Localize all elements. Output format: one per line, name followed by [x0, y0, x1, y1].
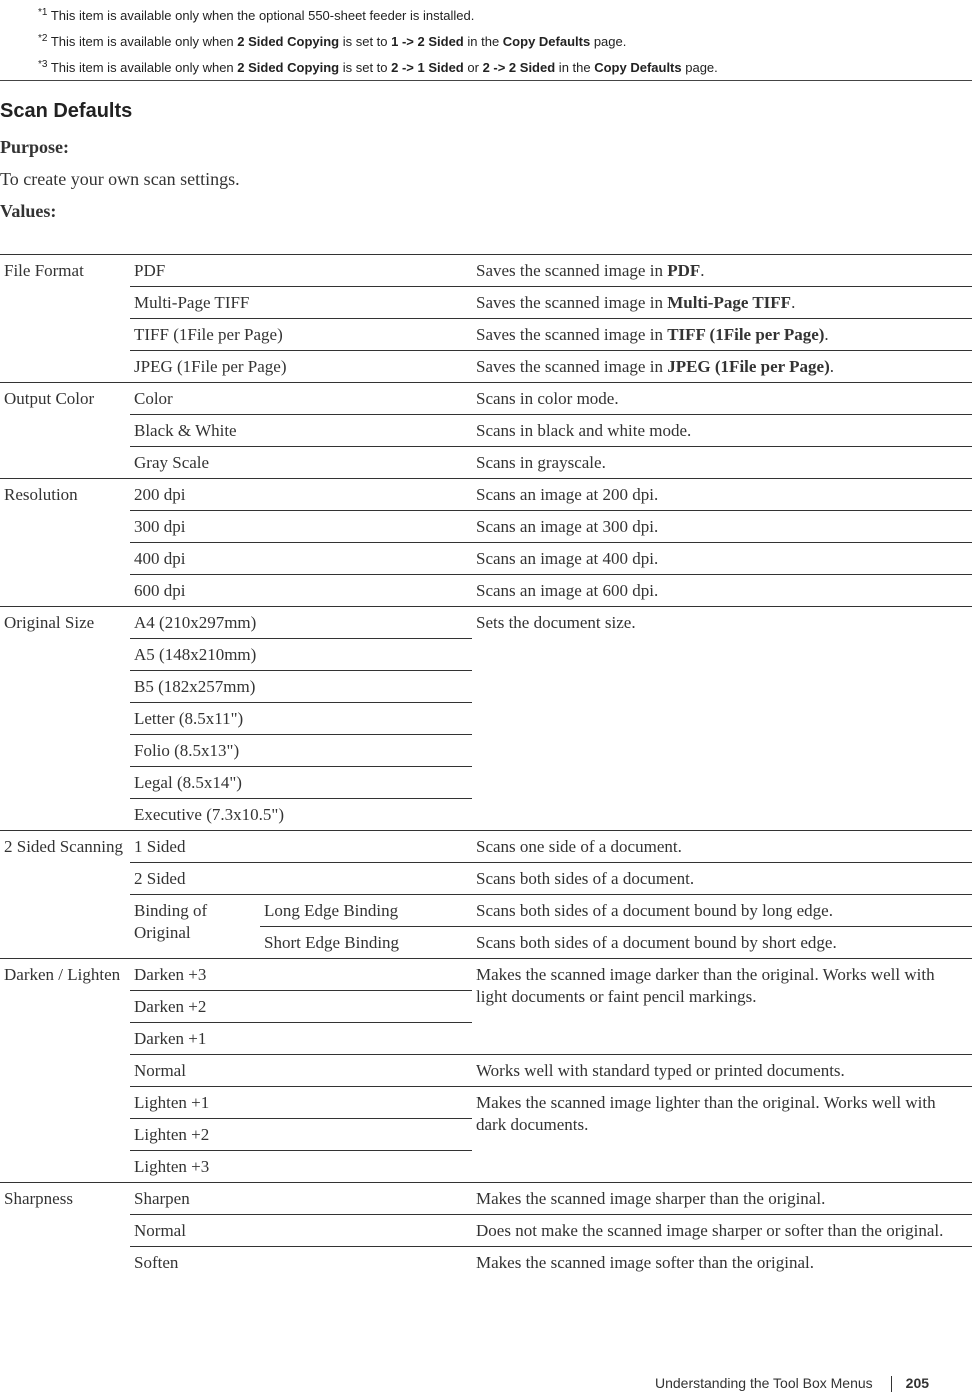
table-row [0, 863, 972, 895]
table-row [0, 383, 972, 415]
option-desc: Makes the scanned image darker than the original. Works well with light documents or faint pencil markings. [472, 959, 972, 1055]
header-rule [0, 80, 972, 81]
option-value: B5 (182x257mm) [130, 671, 472, 703]
setting-label: Output Color [0, 383, 130, 479]
option-value: Legal (8.5x14") [130, 767, 472, 799]
table-row [0, 1247, 972, 1279]
section-title: Scan Defaults [0, 100, 133, 122]
footnote-2: $^{*2}$ This item is available only when 2 Sided Copying is set to 1 -> 2 Sided in the Copy Defaults page. [38, 33, 627, 49]
option-value: Darken +2 [130, 991, 472, 1023]
option-desc: Saves the scanned image in PDF. [472, 255, 972, 287]
option-value: 300 dpi [130, 511, 472, 543]
setting-label: Darken / Lighten [0, 959, 130, 1183]
option-desc: Sets the document size. [472, 607, 972, 831]
purpose-label: Purpose: [0, 137, 69, 157]
page-number: 205 [905, 1375, 930, 1391]
setting-label: File Format [0, 255, 130, 383]
option-desc: Scans in color mode. [472, 383, 972, 415]
purpose-text: To create your own scan settings. [0, 169, 240, 189]
option-desc: Works well with standard typed or printed documents. [472, 1055, 972, 1087]
option-desc: Saves the scanned image in TIFF (1File per Page). [472, 319, 972, 351]
table-row [0, 895, 972, 927]
option-desc: Makes the scanned image lighter than the original. Works well with dark documents. [472, 1087, 972, 1183]
table-row [0, 479, 972, 511]
table-row [0, 287, 972, 319]
table-row [0, 1055, 972, 1087]
option-value: Lighten +3 [130, 1151, 472, 1183]
setting-label: Sharpness [0, 1183, 130, 1279]
table-row [0, 511, 972, 543]
option-value: Normal [130, 1055, 472, 1087]
option-desc: Scans an image at 600 dpi. [472, 575, 972, 607]
sub-option-value: Short Edge Binding [260, 927, 472, 959]
option-desc: Scans an image at 400 dpi. [472, 543, 972, 575]
option-value: 1 Sided [130, 831, 472, 863]
option-value: Normal [130, 1215, 472, 1247]
option-value: Black & White [130, 415, 472, 447]
table-row [0, 319, 972, 351]
page-footer [655, 1375, 929, 1392]
setting-label: Original Size [0, 607, 130, 831]
option-value: Executive (7.3x10.5") [130, 799, 472, 831]
option-desc: Scans in black and white mode. [472, 415, 972, 447]
option-value: A4 (210x297mm) [130, 607, 472, 639]
table-row [0, 607, 972, 639]
table-row [0, 351, 972, 383]
table-row [0, 447, 972, 479]
table-row [0, 1183, 972, 1215]
option-value: Darken +1 [130, 1023, 472, 1055]
option-value: A5 (148x210mm) [130, 639, 472, 671]
option-value: TIFF (1File per Page) [130, 319, 472, 351]
sub-option-value: Long Edge Binding [260, 895, 472, 927]
option-value: Binding of Original [130, 895, 260, 959]
option-value: 2 Sided [130, 863, 472, 895]
footer-divider [891, 1376, 892, 1392]
option-value: Sharpen [130, 1183, 472, 1215]
table-row [0, 831, 972, 863]
option-value: 600 dpi [130, 575, 472, 607]
values-table [0, 254, 972, 1278]
option-desc: Saves the scanned image in Multi-Page TIFF. [472, 287, 972, 319]
option-value: Folio (8.5x13") [130, 735, 472, 767]
option-desc: Scans both sides of a document. [472, 863, 972, 895]
option-value: Soften [130, 1247, 472, 1279]
option-desc: Does not make the scanned image sharper or softer than the original. [472, 1215, 972, 1247]
option-desc: Saves the scanned image in JPEG (1File per Page). [472, 351, 972, 383]
table-row [0, 1087, 972, 1119]
values-label: Values: [0, 201, 57, 221]
option-value: Gray Scale [130, 447, 472, 479]
option-desc: Scans both sides of a document bound by long edge. [472, 895, 972, 927]
option-value: Multi-Page TIFF [130, 287, 472, 319]
table-row [0, 415, 972, 447]
option-value: 400 dpi [130, 543, 472, 575]
option-value: Letter (8.5x11") [130, 703, 472, 735]
option-desc: Scans one side of a document. [472, 831, 972, 863]
option-value: Lighten +1 [130, 1087, 472, 1119]
option-desc: Scans both sides of a document bound by short edge. [472, 927, 972, 959]
option-value: 200 dpi [130, 479, 472, 511]
option-desc: Scans an image at 300 dpi. [472, 511, 972, 543]
setting-label: 2 Sided Scanning [0, 831, 130, 959]
table-row [0, 959, 972, 991]
option-desc: Makes the scanned image sharper than the original. [472, 1183, 972, 1215]
setting-label: Resolution [0, 479, 130, 607]
footnote-1: $^{*1}$ This item is available only when the optional 550-sheet feeder is installed. [38, 7, 475, 23]
footnote-3: $^{*3}$ This item is available only when 2 Sided Copying is set to 2 -> 1 Sided or 2 -> 2 Sided in the Copy Defaults page. [38, 59, 718, 75]
table-row [0, 543, 972, 575]
option-value: JPEG (1File per Page) [130, 351, 472, 383]
option-desc: Makes the scanned image softer than the original. [472, 1247, 972, 1279]
option-value: Darken +3 [130, 959, 472, 991]
option-desc: Scans in grayscale. [472, 447, 972, 479]
option-value: Lighten +2 [130, 1119, 472, 1151]
option-value: PDF [130, 255, 472, 287]
footer-title: Understanding the Tool Box Menus [655, 1375, 873, 1391]
option-desc: Scans an image at 200 dpi. [472, 479, 972, 511]
table-row [0, 575, 972, 607]
option-value: Color [130, 383, 472, 415]
table-row [0, 255, 972, 287]
table-row [0, 1215, 972, 1247]
